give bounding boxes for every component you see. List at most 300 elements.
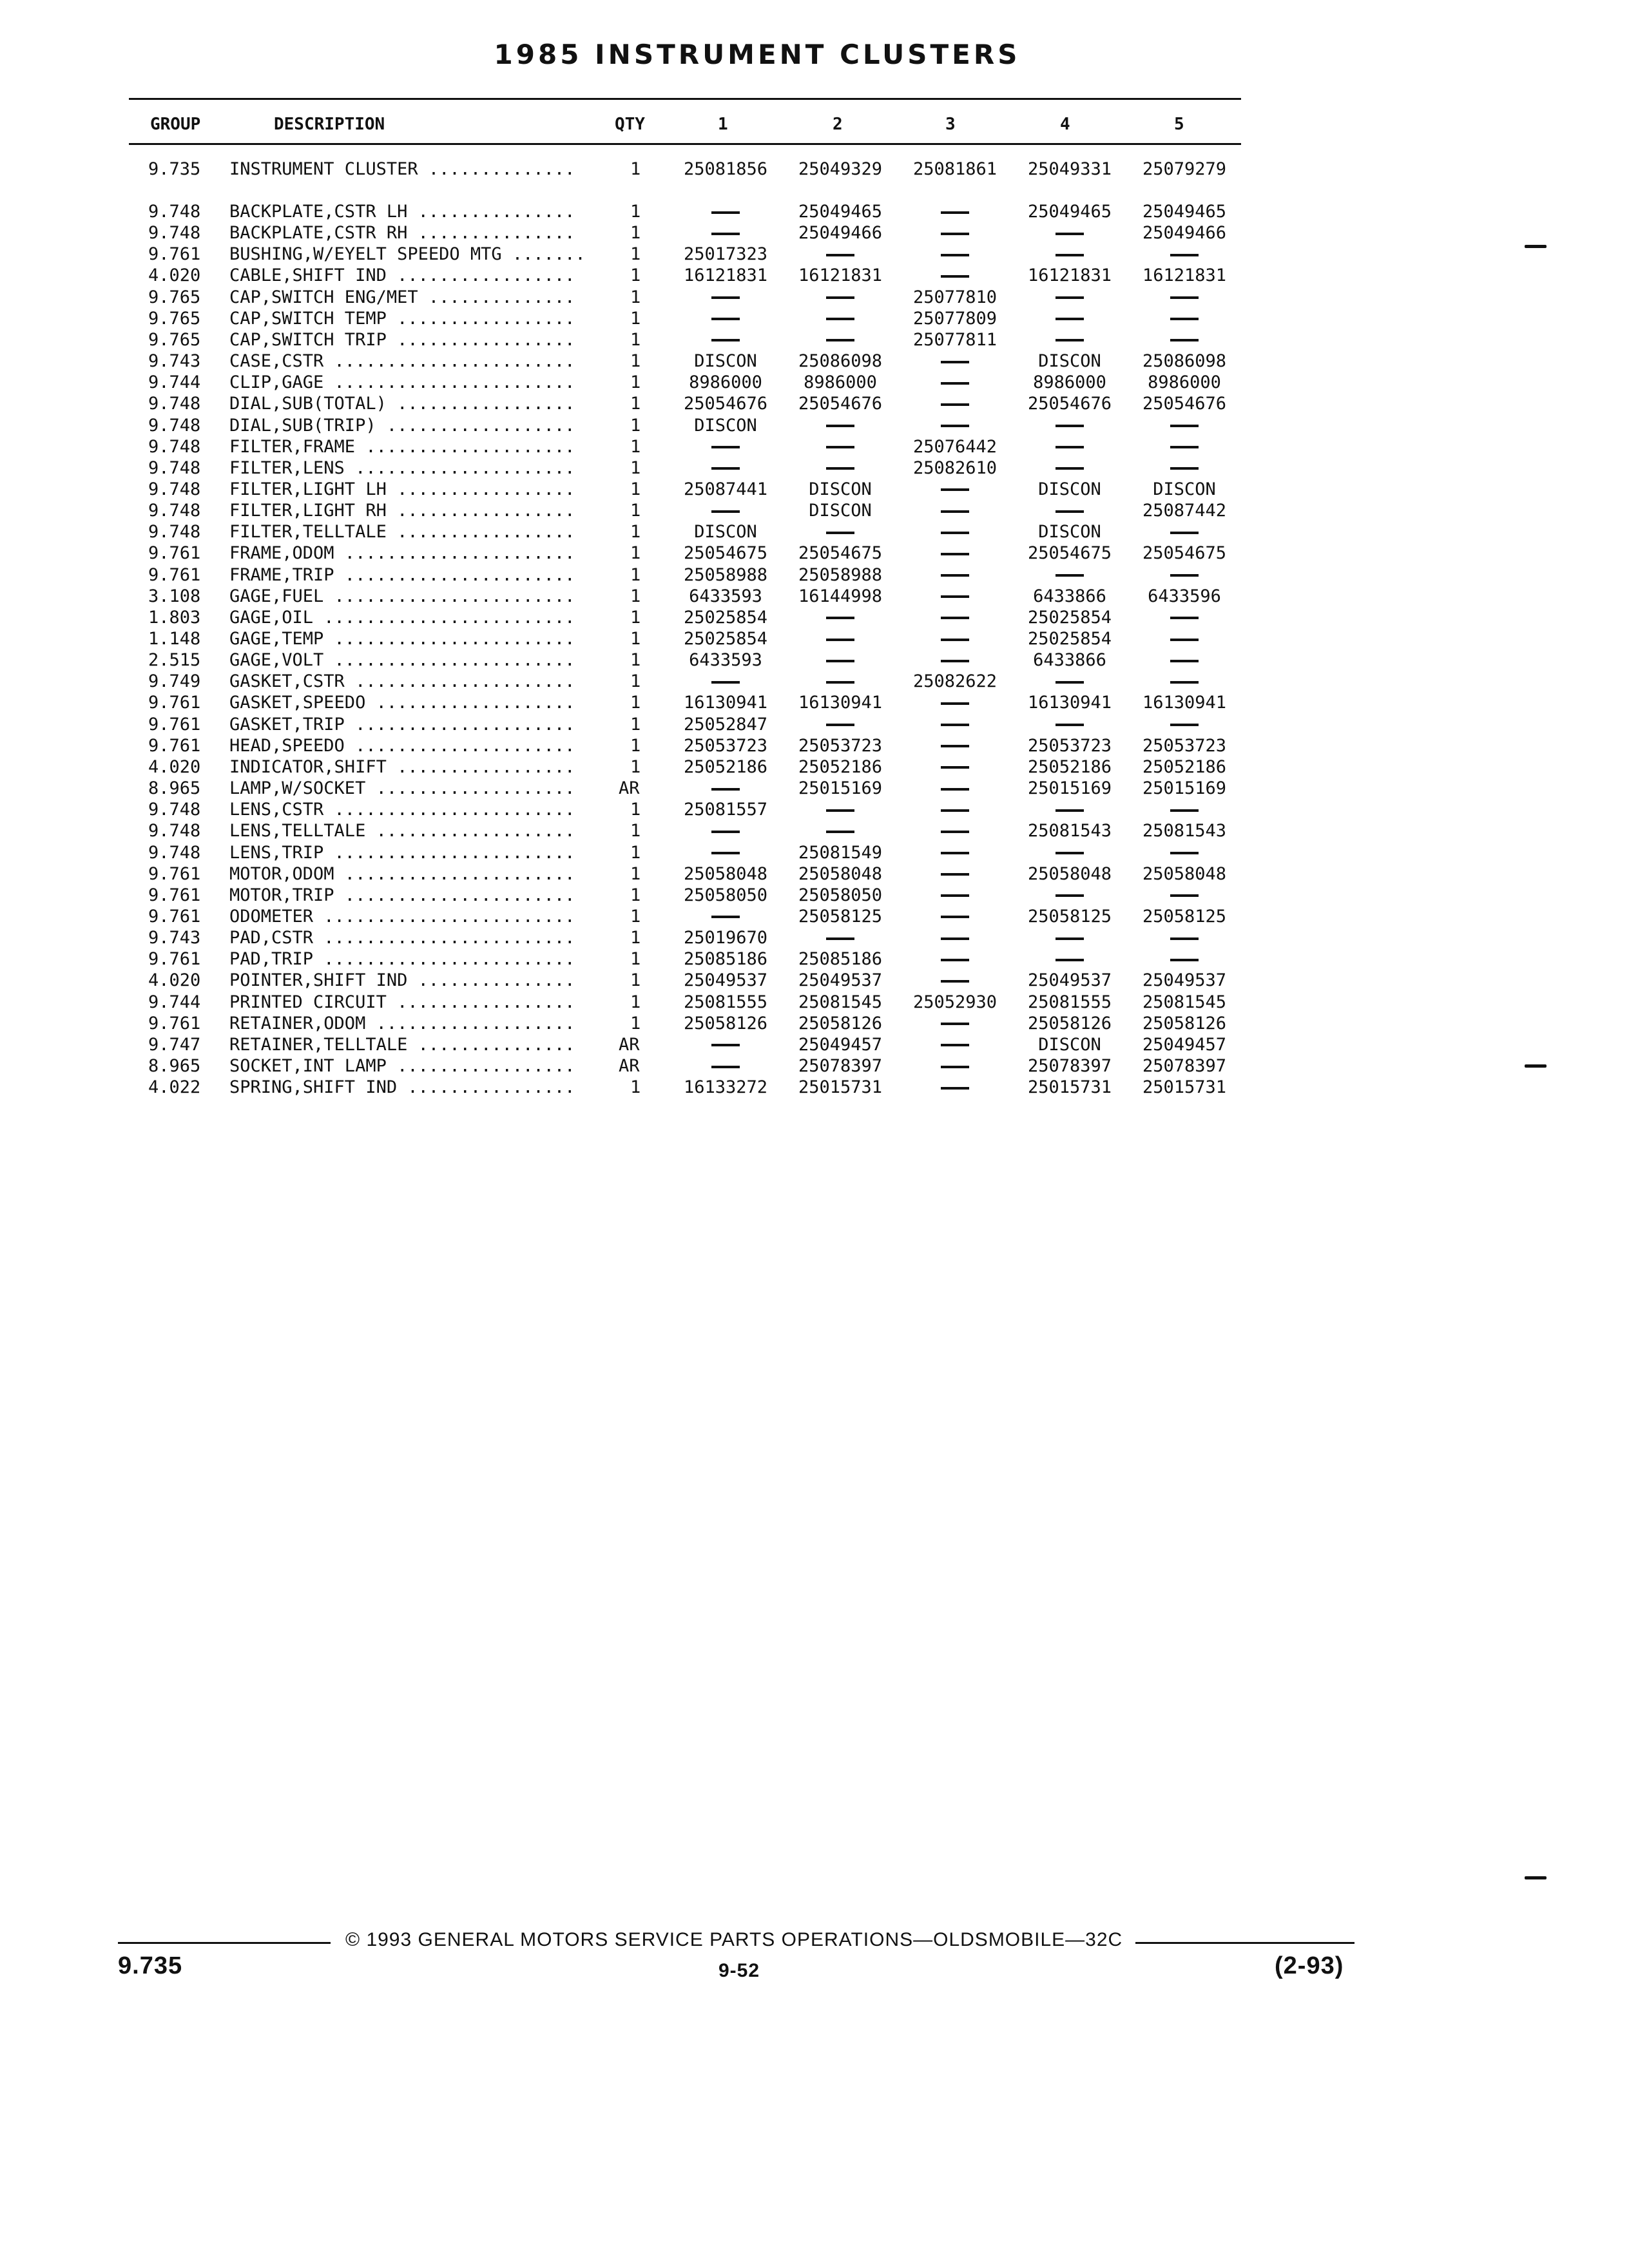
empty-dash xyxy=(782,415,898,436)
empty-dash xyxy=(668,500,784,521)
row-group: 4.020 xyxy=(148,265,201,286)
dash-mark xyxy=(826,425,854,427)
empty-dash xyxy=(1126,457,1242,479)
dash-mark xyxy=(941,724,969,726)
row-group: 9.744 xyxy=(148,992,201,1012)
part-number-cell: 25087442 xyxy=(1142,501,1227,521)
empty-dash xyxy=(1126,521,1242,543)
dash-mark xyxy=(826,724,854,726)
revision-date: (2-93) xyxy=(1275,1952,1344,1979)
dash-mark xyxy=(1170,894,1199,897)
dash-mark xyxy=(1055,318,1084,320)
part-number-cell: 25082610 xyxy=(912,457,998,478)
part-number-cell: 25081861 xyxy=(912,159,998,179)
row-qty: 1 xyxy=(630,629,641,649)
row-qty: 1 xyxy=(630,607,641,628)
empty-dash xyxy=(897,1013,1013,1034)
part-number-cell: 25053723 xyxy=(683,735,768,756)
part-number-cell: 25049331 xyxy=(1027,159,1112,179)
empty-dash xyxy=(897,415,1013,436)
page-number: 9-52 xyxy=(718,1960,760,1981)
dash-mark xyxy=(711,916,740,918)
empty-dash xyxy=(897,735,1013,756)
part-number-cell: 25085186 xyxy=(798,949,883,970)
row-group: 9.747 xyxy=(148,1034,201,1055)
part-number-cell: 25053723 xyxy=(798,735,883,756)
part-number-cell: 25081545 xyxy=(798,992,883,1012)
part-number-cell: 16130941 xyxy=(1142,693,1227,713)
part-number-cell: 25054675 xyxy=(1142,543,1227,564)
row-group: 9.761 xyxy=(148,885,201,905)
dash-mark xyxy=(941,702,969,705)
empty-dash xyxy=(897,970,1013,991)
dash-mark xyxy=(941,788,969,791)
part-number-cell: 25052186 xyxy=(1027,756,1112,777)
empty-dash xyxy=(1126,244,1242,265)
part-number-cell: 25058126 xyxy=(1027,1013,1112,1033)
part-number-cell: 25049457 xyxy=(798,1034,883,1055)
row-description: LAMP,W/SOCKET ................... xyxy=(229,778,575,799)
empty-dash xyxy=(1126,885,1242,906)
empty-dash xyxy=(668,671,784,692)
part-number-cell: 25017323 xyxy=(683,244,768,265)
dash-mark xyxy=(711,510,740,513)
dash-mark xyxy=(711,1066,740,1068)
row-qty: 1 xyxy=(630,543,641,564)
empty-dash xyxy=(668,906,784,927)
empty-dash xyxy=(897,244,1013,265)
empty-dash xyxy=(1126,308,1242,329)
header-bottom-rule xyxy=(129,143,1241,145)
row-group: 4.020 xyxy=(148,756,201,777)
dash-mark xyxy=(826,467,854,470)
dash-mark xyxy=(941,639,969,641)
dash-mark xyxy=(941,959,969,961)
row-description: GAGE,TEMP ....................... xyxy=(229,629,575,649)
row-group: 9.749 xyxy=(148,671,201,692)
empty-dash xyxy=(668,820,784,841)
part-number-cell: 16121831 xyxy=(1142,265,1227,286)
row-group: 9.748 xyxy=(148,436,201,457)
row-description: MOTOR,ODOM ...................... xyxy=(229,863,575,884)
part-number-cell: 16130941 xyxy=(798,693,883,713)
empty-dash xyxy=(897,863,1013,885)
empty-dash xyxy=(897,564,1013,586)
empty-dash xyxy=(1012,457,1128,479)
part-number-cell: 25058050 xyxy=(683,885,768,905)
dash-mark xyxy=(1170,446,1199,448)
empty-dash xyxy=(782,287,898,308)
dash-mark xyxy=(941,873,969,876)
empty-dash xyxy=(668,1055,784,1077)
dash-mark xyxy=(826,660,854,662)
dash-mark xyxy=(941,254,969,256)
row-description: GASKET,TRIP ..................... xyxy=(229,714,575,735)
dash-mark xyxy=(941,894,969,897)
dash-mark xyxy=(941,980,969,983)
part-number-cell: 25087441 xyxy=(683,479,768,499)
empty-dash xyxy=(897,500,1013,521)
empty-dash xyxy=(782,457,898,479)
dash-mark xyxy=(1055,233,1084,235)
empty-dash xyxy=(1126,564,1242,586)
part-number-cell: 25025854 xyxy=(1027,607,1112,628)
empty-dash xyxy=(1012,885,1128,906)
part-number-cell: DISCON xyxy=(1038,1034,1101,1055)
row-qty: 1 xyxy=(630,457,641,478)
row-group: 3.108 xyxy=(148,586,201,606)
empty-dash xyxy=(897,714,1013,735)
dash-mark xyxy=(941,937,969,940)
dash-mark xyxy=(1055,724,1084,726)
row-description: FILTER,LIGHT LH ................. xyxy=(229,479,575,499)
row-group: 9.748 xyxy=(148,394,201,414)
part-number-cell: DISCON xyxy=(1038,479,1101,499)
row-qty: 1 xyxy=(630,671,641,692)
dash-mark xyxy=(1170,532,1199,534)
col-header-4: 4 xyxy=(1060,115,1070,134)
dash-mark xyxy=(941,1023,969,1025)
row-group: 9.748 xyxy=(148,821,201,841)
part-number-cell: 16133272 xyxy=(683,1077,768,1098)
dash-mark xyxy=(1055,446,1084,448)
empty-dash xyxy=(1126,927,1242,948)
row-description: GASKET,CSTR ..................... xyxy=(229,671,575,692)
row-description: FILTER,FRAME .................... xyxy=(229,436,575,457)
dash-mark xyxy=(711,446,740,448)
part-number-cell: 25078397 xyxy=(798,1056,883,1076)
row-qty: 1 xyxy=(630,159,641,179)
row-description: POINTER,SHIFT IND ............... xyxy=(229,970,575,991)
part-number-cell: DISCON xyxy=(694,522,757,543)
part-number-cell: 25025854 xyxy=(1027,629,1112,649)
row-group: 9.735 xyxy=(148,159,201,179)
dash-mark xyxy=(1055,574,1084,577)
dash-mark xyxy=(941,211,969,214)
dash-mark xyxy=(1055,894,1084,897)
row-qty: 1 xyxy=(630,586,641,606)
col-header-1: 1 xyxy=(718,115,728,134)
part-number-cell: 25081549 xyxy=(798,842,883,863)
row-description: CAP,SWITCH ENG/MET .............. xyxy=(229,287,575,307)
dash-mark xyxy=(1170,681,1199,684)
row-description: PAD,CSTR ........................ xyxy=(229,928,575,948)
row-description: CLIP,GAGE ....................... xyxy=(229,372,575,393)
row-qty: 1 xyxy=(630,436,641,457)
empty-dash xyxy=(1012,308,1128,329)
empty-dash xyxy=(1126,287,1242,308)
empty-dash xyxy=(897,1077,1013,1098)
col-header-3: 3 xyxy=(945,115,956,134)
part-number-cell: 25081543 xyxy=(1142,821,1227,841)
part-number-cell: 25058048 xyxy=(683,863,768,884)
part-number-cell: 25015731 xyxy=(1142,1077,1227,1098)
empty-dash xyxy=(897,756,1013,778)
dash-mark xyxy=(826,446,854,448)
part-number-cell: 6433596 xyxy=(1148,586,1221,606)
row-group: 9.761 xyxy=(148,244,201,265)
part-number-cell: 6433866 xyxy=(1033,650,1106,671)
row-description: FILTER,LENS ..................... xyxy=(229,457,575,478)
row-description: SPRING,SHIFT IND ................ xyxy=(229,1077,575,1098)
part-number-cell: 25085186 xyxy=(683,949,768,970)
empty-dash xyxy=(782,714,898,735)
row-qty: 1 xyxy=(630,928,641,948)
empty-dash xyxy=(1012,799,1128,820)
dash-mark xyxy=(1170,959,1199,961)
row-qty: 1 xyxy=(630,265,641,286)
col-header-qty: QTY xyxy=(615,115,645,134)
dash-mark xyxy=(941,1087,969,1090)
empty-dash xyxy=(1012,564,1128,586)
row-group: 9.744 xyxy=(148,372,201,393)
empty-dash xyxy=(782,671,898,692)
empty-dash xyxy=(897,393,1013,414)
row-group: 9.743 xyxy=(148,351,201,372)
part-number-cell: 25052186 xyxy=(683,756,768,777)
empty-dash xyxy=(897,778,1013,799)
row-group: 9.743 xyxy=(148,928,201,948)
empty-dash xyxy=(668,201,784,222)
part-number-cell: 25052930 xyxy=(912,992,998,1012)
part-number-cell: 25054675 xyxy=(798,543,883,564)
empty-dash xyxy=(897,885,1013,906)
row-qty: 1 xyxy=(630,223,641,244)
part-number-cell: 25054676 xyxy=(683,394,768,414)
empty-dash xyxy=(897,222,1013,244)
dash-mark xyxy=(1170,660,1199,662)
row-group: 9.761 xyxy=(148,906,201,927)
dash-mark xyxy=(711,1044,740,1046)
part-number-cell: 25015731 xyxy=(798,1077,883,1098)
empty-dash xyxy=(1012,287,1128,308)
row-description: ODOMETER ........................ xyxy=(229,906,575,927)
empty-dash xyxy=(897,201,1013,222)
empty-dash xyxy=(1126,415,1242,436)
part-number-cell: 25079279 xyxy=(1142,159,1227,179)
part-number-cell: 25049537 xyxy=(1027,970,1112,991)
dash-mark xyxy=(941,510,969,513)
empty-dash xyxy=(668,436,784,457)
dash-mark xyxy=(711,318,740,320)
part-number-cell: 25058988 xyxy=(798,564,883,585)
empty-dash xyxy=(897,607,1013,628)
empty-dash xyxy=(668,457,784,479)
part-number-cell: 6433593 xyxy=(689,650,762,671)
empty-dash xyxy=(782,521,898,543)
empty-dash xyxy=(782,244,898,265)
empty-dash xyxy=(1126,436,1242,457)
empty-dash xyxy=(782,607,898,628)
dash-mark xyxy=(1170,467,1199,470)
empty-dash xyxy=(897,906,1013,927)
row-group: 9.761 xyxy=(148,564,201,585)
dash-mark xyxy=(1170,809,1199,812)
part-number-cell: 16144998 xyxy=(798,586,883,606)
part-number-cell: 25015169 xyxy=(1027,778,1112,799)
row-qty: 1 xyxy=(630,970,641,991)
empty-dash xyxy=(897,372,1013,393)
part-number-cell: 25086098 xyxy=(1142,351,1227,372)
part-number-cell: 25081856 xyxy=(683,159,768,179)
row-qty: 1 xyxy=(630,308,641,329)
row-group: 2.515 xyxy=(148,650,201,671)
empty-dash xyxy=(897,692,1013,713)
part-number-cell: 16121831 xyxy=(1027,265,1112,286)
dash-mark xyxy=(941,403,969,406)
part-number-cell: 25058988 xyxy=(683,564,768,585)
dash-mark xyxy=(826,254,854,256)
empty-dash xyxy=(782,927,898,948)
part-number-cell: 25049466 xyxy=(798,223,883,244)
row-group: 9.748 xyxy=(148,842,201,863)
empty-dash xyxy=(668,308,784,329)
row-qty: 1 xyxy=(630,564,641,585)
part-number-cell: 25058126 xyxy=(683,1013,768,1033)
row-group: 9.748 xyxy=(148,800,201,820)
row-description: MOTOR,TRIP ...................... xyxy=(229,885,575,905)
row-description: FILTER,TELLTALE ................. xyxy=(229,522,575,543)
row-group: 9.748 xyxy=(148,202,201,222)
margin-mark xyxy=(1525,1064,1547,1068)
row-qty: 1 xyxy=(630,1013,641,1033)
col-header-2: 2 xyxy=(833,115,843,134)
empty-dash xyxy=(668,842,784,863)
row-qty: 1 xyxy=(630,735,641,756)
dash-mark xyxy=(941,745,969,747)
row-qty: 1 xyxy=(630,501,641,521)
part-number-cell: 25049466 xyxy=(1142,223,1227,244)
header-top-rule xyxy=(129,98,1241,100)
dash-mark xyxy=(1170,296,1199,299)
row-description: BUSHING,W/EYELT SPEEDO MTG ....... xyxy=(229,244,586,265)
row-group: 1.803 xyxy=(148,607,201,628)
empty-dash xyxy=(668,329,784,351)
empty-dash xyxy=(1012,415,1128,436)
row-group: 9.748 xyxy=(148,479,201,499)
dash-mark xyxy=(1170,937,1199,940)
part-number-cell: 25054675 xyxy=(683,543,768,564)
part-number-cell: 25049329 xyxy=(798,159,883,179)
footer-right-rule xyxy=(1135,1942,1354,1944)
row-group: 9.761 xyxy=(148,735,201,756)
dash-mark xyxy=(941,1044,969,1046)
part-number-cell: 25058126 xyxy=(1142,1013,1227,1033)
empty-dash xyxy=(897,543,1013,564)
part-number-cell: 25081545 xyxy=(1142,992,1227,1012)
dash-mark xyxy=(826,831,854,833)
dash-mark xyxy=(941,532,969,534)
dash-mark xyxy=(941,595,969,598)
row-description: DIAL,SUB(TOTAL) ................. xyxy=(229,394,575,414)
part-number-cell: 8986000 xyxy=(1033,372,1106,393)
empty-dash xyxy=(1012,222,1128,244)
dash-mark xyxy=(941,617,969,619)
margin-mark xyxy=(1525,1876,1547,1879)
dash-mark xyxy=(941,852,969,854)
part-number-cell: 25081555 xyxy=(683,992,768,1012)
empty-dash xyxy=(1126,628,1242,649)
row-description: FILTER,LIGHT RH ................. xyxy=(229,501,575,521)
row-qty: 1 xyxy=(630,821,641,841)
empty-dash xyxy=(1126,649,1242,671)
row-qty: 1 xyxy=(630,714,641,735)
row-qty: 1 xyxy=(630,906,641,927)
part-number-cell: DISCON xyxy=(694,415,757,436)
row-description: BACKPLATE,CSTR RH ............... xyxy=(229,223,575,244)
dash-mark xyxy=(826,937,854,940)
row-group: 9.765 xyxy=(148,329,201,350)
part-number-cell: 25053723 xyxy=(1142,735,1227,756)
part-number-cell: 8986000 xyxy=(1148,372,1221,393)
margin-mark xyxy=(1525,245,1547,248)
dash-mark xyxy=(711,467,740,470)
row-qty: 1 xyxy=(630,885,641,905)
row-description: FRAME,TRIP ...................... xyxy=(229,564,575,585)
empty-dash xyxy=(1126,842,1242,863)
part-number-cell: 25049537 xyxy=(798,970,883,991)
dash-mark xyxy=(711,296,740,299)
row-qty: 1 xyxy=(630,351,641,372)
row-description: LENS,CSTR ....................... xyxy=(229,800,575,820)
page-title: 1985 INSTRUMENT CLUSTERS xyxy=(494,39,1021,70)
row-group: 9.748 xyxy=(148,223,201,244)
row-group: 4.020 xyxy=(148,970,201,991)
empty-dash xyxy=(897,586,1013,607)
dash-mark xyxy=(941,574,969,577)
part-number-cell: 16121831 xyxy=(798,265,883,286)
part-number-cell: 6433866 xyxy=(1033,586,1106,606)
row-description: DIAL,SUB(TRIP) .................. xyxy=(229,415,575,436)
row-description: CASE,CSTR ....................... xyxy=(229,351,575,372)
dash-mark xyxy=(941,660,969,662)
dash-mark xyxy=(826,339,854,341)
row-group: 9.765 xyxy=(148,287,201,307)
part-number-cell: 25054676 xyxy=(1027,394,1112,414)
part-number-cell: 25077811 xyxy=(912,329,998,350)
empty-dash xyxy=(897,927,1013,948)
part-number-cell: 25049465 xyxy=(1142,202,1227,222)
empty-dash xyxy=(1012,500,1128,521)
part-number-cell: 25019670 xyxy=(683,928,768,948)
col-header-5: 5 xyxy=(1174,115,1184,134)
dash-mark xyxy=(1055,467,1084,470)
row-description: RETAINER,ODOM ................... xyxy=(229,1013,575,1033)
row-description: PAD,TRIP ........................ xyxy=(229,949,575,970)
row-group: 9.761 xyxy=(148,863,201,884)
empty-dash xyxy=(668,287,784,308)
part-number-cell: 6433593 xyxy=(689,586,762,606)
part-number-cell: 25078397 xyxy=(1142,1056,1227,1076)
row-description: GAGE,FUEL ....................... xyxy=(229,586,575,606)
part-number-cell: 25054676 xyxy=(798,394,883,414)
row-group: 9.748 xyxy=(148,457,201,478)
part-number-cell: 25052186 xyxy=(1142,756,1227,777)
row-qty: 1 xyxy=(630,287,641,307)
dash-mark xyxy=(1055,681,1084,684)
row-group: 8.965 xyxy=(148,778,201,799)
dash-mark xyxy=(941,766,969,769)
row-group: 1.148 xyxy=(148,629,201,649)
empty-dash xyxy=(1126,671,1242,692)
empty-dash xyxy=(1012,329,1128,351)
dash-mark xyxy=(941,809,969,812)
row-group: 4.022 xyxy=(148,1077,201,1098)
empty-dash xyxy=(782,308,898,329)
part-number-cell: 25015169 xyxy=(798,778,883,799)
empty-dash xyxy=(897,1055,1013,1077)
dash-mark xyxy=(826,617,854,619)
